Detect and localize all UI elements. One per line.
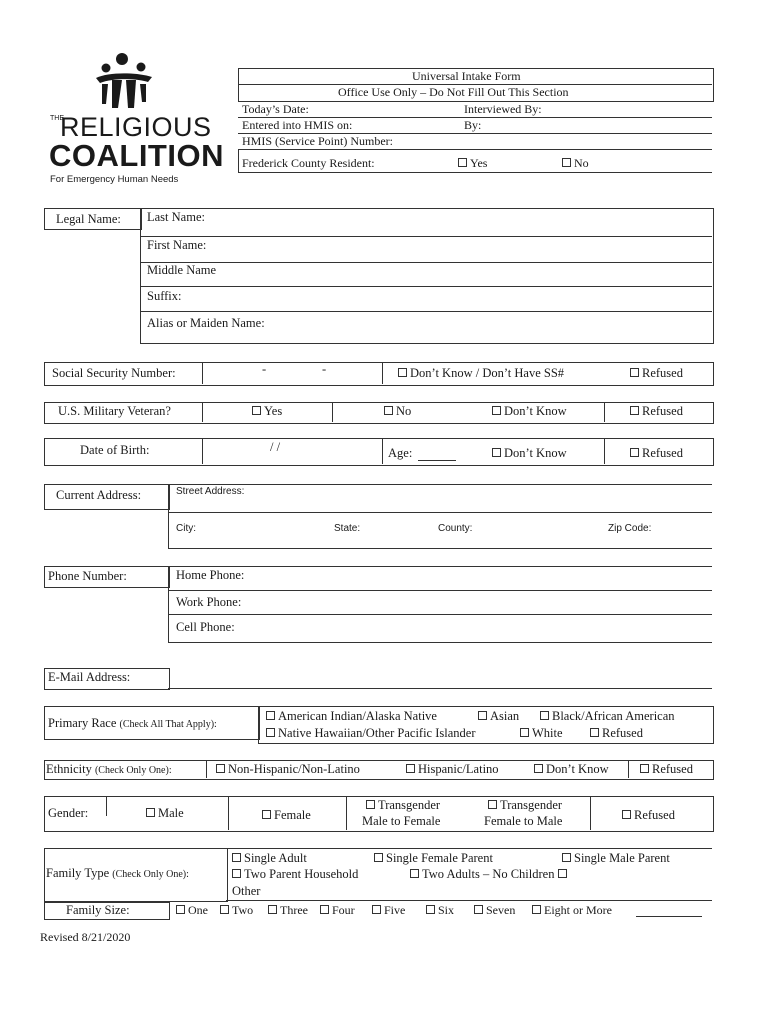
checkbox-icon: [534, 764, 543, 773]
phone-label: Phone Number:: [48, 569, 127, 583]
family-type-label: Family Type: [46, 866, 110, 880]
family-size-eight-plus[interactable]: Eight or More: [532, 903, 612, 918]
family-single-female[interactable]: Single Female Parent: [374, 851, 493, 866]
ethnicity-refused[interactable]: Refused: [640, 762, 693, 777]
gender-mtf[interactable]: Transgender: [366, 798, 440, 813]
race-label: Primary Race: [48, 716, 117, 730]
city-field[interactable]: City:: [176, 523, 196, 534]
checkbox-icon: [478, 711, 487, 720]
checkbox-icon: [426, 905, 435, 914]
checkbox-icon: [406, 764, 415, 773]
family-size-three[interactable]: Three: [268, 903, 308, 918]
ethnicity-dont-know[interactable]: Don’t Know: [534, 762, 609, 777]
checkbox-icon: [216, 764, 225, 773]
checkbox-icon: [232, 853, 241, 862]
family-size-five[interactable]: Five: [372, 903, 405, 918]
ssn-dont-know[interactable]: Don’t Know / Don’t Have SS#: [398, 366, 564, 381]
checkbox-icon: [590, 728, 599, 737]
family-two-adults[interactable]: Two Adults – No Children: [410, 867, 570, 882]
logo-tagline: For Emergency Human Needs: [50, 174, 179, 185]
legal-name-label: Legal Name:: [56, 212, 121, 226]
checkbox-icon: [410, 869, 419, 878]
checkbox-icon: [630, 406, 639, 415]
family-size-label: Family Size:: [66, 903, 130, 917]
gender-male[interactable]: Male: [146, 806, 184, 821]
gender-label: Gender:: [48, 806, 89, 820]
address-label: Current Address:: [56, 488, 142, 502]
gender-ftm-line2: Female to Male: [484, 814, 563, 828]
checkbox-icon: [372, 905, 381, 914]
checkbox-icon: [374, 853, 383, 862]
checkbox-icon: [492, 448, 501, 457]
checkbox-icon: [532, 905, 541, 914]
ethnicity-label: Ethnicity: [46, 762, 92, 776]
ssn-sep2: -: [322, 362, 327, 376]
checkbox-icon: [622, 810, 631, 819]
entered-hmis-label: Entered into HMIS on:: [242, 118, 353, 132]
checkbox-icon: [474, 905, 483, 914]
hmis-number-label[interactable]: HMIS (Service Point) Number:: [242, 134, 393, 148]
family-size-four[interactable]: Four: [320, 903, 355, 918]
veteran-yes[interactable]: Yes: [252, 404, 282, 419]
family-single-male[interactable]: Single Male Parent: [562, 851, 670, 866]
dob-dont-know[interactable]: Don’t Know: [492, 446, 567, 461]
checkbox-icon: [562, 853, 571, 862]
age-label[interactable]: Age:: [388, 446, 413, 460]
race-note: (Check All That Apply):: [119, 719, 217, 730]
email-input[interactable]: [172, 688, 702, 689]
family-two-parent[interactable]: Two Parent Household: [232, 867, 358, 882]
logo-figures-icon: [88, 50, 160, 112]
ethnicity-non-hispanic[interactable]: Non-Hispanic/Non-Latino: [216, 762, 360, 777]
race-asian[interactable]: Asian: [478, 709, 519, 724]
checkbox-icon: [262, 810, 271, 819]
checkbox-icon: [562, 158, 571, 167]
checkbox-icon: [630, 448, 639, 457]
checkbox-icon: [458, 158, 467, 167]
checkbox-icon: [146, 808, 155, 817]
street-address-field[interactable]: Street Address:: [176, 486, 245, 497]
dob-refused[interactable]: Refused: [630, 446, 683, 461]
gender-ftm[interactable]: Transgender: [488, 798, 562, 813]
race-black[interactable]: Black/African American: [540, 709, 675, 724]
race-refused[interactable]: Refused: [590, 726, 643, 741]
checkbox-icon: [232, 869, 241, 878]
alias-field[interactable]: Alias or Maiden Name:: [147, 316, 265, 330]
checkbox-icon: [176, 905, 185, 914]
checkbox-icon: [320, 905, 329, 914]
checkbox-icon: [630, 368, 639, 377]
family-other[interactable]: Other: [232, 884, 261, 898]
checkbox-icon: [366, 800, 375, 809]
checkbox-icon: [520, 728, 529, 737]
checkbox-icon: [220, 905, 229, 914]
veteran-no[interactable]: No: [384, 404, 411, 419]
suffix-field[interactable]: Suffix:: [147, 289, 182, 303]
logo-line2: COALITION: [49, 138, 224, 173]
ssn-refused[interactable]: Refused: [630, 366, 683, 381]
checkbox-icon: [268, 905, 277, 914]
logo-the: THE: [50, 115, 64, 122]
resident-label: Frederick County Resident:: [242, 156, 375, 170]
first-name-field[interactable]: First Name:: [147, 238, 207, 252]
revised-date: Revised 8/21/2020: [40, 930, 131, 944]
checkbox-icon: [252, 406, 261, 415]
family-size-seven[interactable]: Seven: [474, 903, 515, 918]
veteran-refused[interactable]: Refused: [630, 404, 683, 419]
family-type-note: (Check Only One):: [112, 869, 189, 880]
dob-label: Date of Birth:: [80, 443, 150, 457]
checkbox-icon: [488, 800, 497, 809]
family-size-one[interactable]: One: [176, 903, 208, 918]
county-field[interactable]: County:: [438, 523, 473, 534]
form-title: Universal Intake Form: [412, 69, 521, 83]
race-american-indian[interactable]: American Indian/Alaska Native: [266, 709, 437, 724]
home-phone-field[interactable]: Home Phone:: [176, 568, 245, 582]
checkbox-icon: [384, 406, 393, 415]
gender-refused[interactable]: Refused: [622, 808, 675, 823]
checkbox-icon: [558, 869, 567, 878]
dob-separators[interactable]: / /: [270, 440, 281, 454]
checkbox-icon: [492, 406, 501, 415]
cell-phone-field[interactable]: Cell Phone:: [176, 620, 235, 634]
by-label[interactable]: By:: [464, 118, 482, 132]
logo-line1: RELIGIOUS: [60, 112, 212, 142]
resident-yes[interactable]: Yes: [458, 156, 487, 171]
interviewed-by-label[interactable]: Interviewed By:: [464, 102, 542, 116]
race-native-hawaiian[interactable]: Native Hawaiian/Other Pacific Islander: [266, 726, 476, 741]
last-name-field[interactable]: Last Name:: [147, 210, 205, 224]
ethnicity-note: (Check Only One):: [94, 765, 172, 776]
gender-female[interactable]: Female: [262, 808, 311, 823]
email-label: E-Mail Address:: [48, 670, 131, 684]
veteran-dont-know[interactable]: Don’t Know: [492, 404, 567, 419]
todays-date-label: Today’s Date:: [242, 102, 309, 116]
office-note: Office Use Only – Do Not Fill Out This Section: [338, 85, 569, 99]
checkbox-icon: [398, 368, 407, 377]
checkbox-icon: [640, 764, 649, 773]
ethnicity-hispanic[interactable]: Hispanic/Latino: [406, 762, 499, 777]
zip-field[interactable]: Zip Code:: [608, 523, 652, 534]
ssn-label: Social Security Number:: [52, 366, 176, 380]
veteran-label: U.S. Military Veteran?: [58, 404, 171, 418]
family-size-two[interactable]: Two: [220, 903, 253, 918]
checkbox-icon: [266, 711, 275, 720]
race-white[interactable]: White: [520, 726, 563, 741]
family-single-adult[interactable]: Single Adult: [232, 851, 307, 866]
ssn-sep1: -: [262, 362, 267, 376]
family-size-six[interactable]: Six: [426, 903, 454, 918]
checkbox-icon: [540, 711, 549, 720]
state-field[interactable]: State:: [334, 523, 361, 534]
middle-name-field[interactable]: Middle Name: [147, 263, 217, 277]
work-phone-field[interactable]: Work Phone:: [176, 595, 242, 609]
gender-mtf-line2: Male to Female: [362, 814, 441, 828]
resident-no[interactable]: No: [562, 156, 589, 171]
checkbox-icon: [266, 728, 275, 737]
